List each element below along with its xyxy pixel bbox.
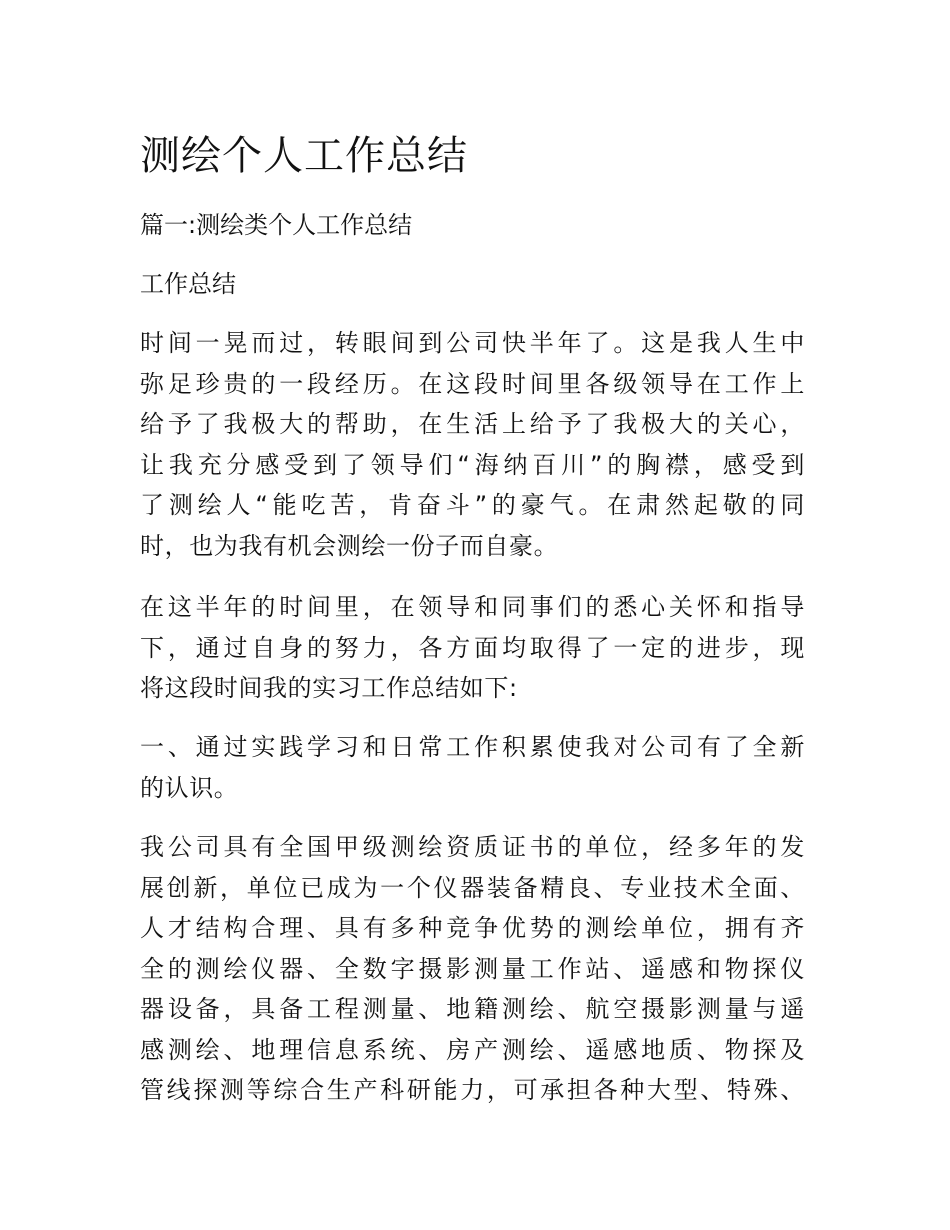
paragraph-line: 人才结构合理、具有多种竞争优势的测绘单位，拥有齐 [140, 914, 805, 942]
paragraph-line: 弥足珍贵的一段经历。在这段时间里各级领导在工作上 [140, 369, 805, 398]
paragraph-line: 下，通过自身的努力，各方面均取得了一定的进步，现 [140, 633, 805, 662]
paragraph-line: 时间一晃而过，转眼间到公司快半年了。这是我人生中 [140, 329, 805, 357]
document-title: 测绘个人工作总结 [140, 133, 468, 179]
paragraph-3 [140, 727, 805, 808]
paragraph-2 [140, 587, 805, 709]
document-subtitle: 篇一:测绘类个人工作总结 [140, 211, 413, 239]
paragraph-4 [140, 827, 805, 1111]
paragraph-1 [140, 323, 805, 566]
paragraph-line: 将这段时间我的实习工作总结如下: [140, 674, 518, 702]
paragraph-line: 展创新，单位已成为一个仪器装备精良、专业技术全面、 [140, 873, 805, 902]
paragraph-line: 一、通过实践学习和日常工作积累使我对公司有了全新 [140, 733, 805, 761]
paragraph-line: 器设备，具备工程测量、地籍测绘、航空摄影测量与遥 [140, 995, 805, 1023]
paragraph-line: 感测绘、地理信息系统、房产测绘、遥感地质、物探及 [140, 1035, 805, 1064]
paragraph-line: 全的测绘仪器、全数字摄影测量工作站、遥感和物探仪 [140, 954, 805, 983]
paragraph-line: 了测绘人“能吃苦，肯奋斗”的豪气。在肃然起敬的同 [140, 491, 805, 519]
section-label: 工作总结 [140, 270, 236, 298]
paragraph-line: 管线探测等综合生产科研能力，可承担各种大型、特殊、 [140, 1076, 805, 1104]
paragraph-line: 的认识。 [140, 773, 239, 802]
paragraph-line: 让我充分感受到了领导们“海纳百川”的胸襟，感受到 [140, 450, 805, 479]
paragraph-line: 在这半年的时间里，在领导和同事们的悉心关怀和指导 [140, 593, 805, 621]
paragraph-line: 给予了我极大的帮助，在生活上给予了我极大的关心， [140, 410, 805, 438]
paragraph-line: 我公司具有全国甲级测绘资质证书的单位，经多年的发 [140, 833, 805, 861]
paragraph-line: 时，也为我有机会测绘一份子而自豪。 [140, 531, 559, 560]
